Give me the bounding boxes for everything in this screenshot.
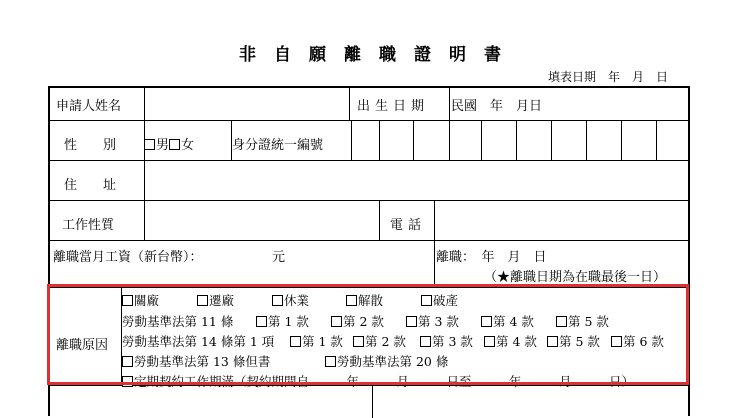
reason-fixed-term-label: 定期契約工作期滿（契約期間自 年 月 日至 年 月 日）	[134, 374, 635, 389]
leave-date-note: （★離職日期為在職最後一日）	[484, 270, 667, 285]
address-label: 住 址	[64, 178, 117, 193]
reason-dissolution-label: 解散	[358, 293, 384, 308]
art11-item-label: 第 2 款	[343, 314, 384, 329]
leave-date-label[interactable]: 離職： 年 月 日	[436, 250, 547, 265]
art11-item-label: 第 4 款	[493, 314, 534, 329]
gender-label: 性 別	[64, 138, 117, 153]
art14-item-label: 第 5 款	[559, 334, 600, 349]
art11-item-label: 第 1 款	[268, 314, 309, 329]
birth-date-label: 出生日期	[357, 99, 430, 114]
art11-item-label: 第 3 款	[418, 314, 459, 329]
job-nature-label: 工作性質	[62, 218, 115, 233]
gender-male-checkbox[interactable]	[144, 139, 155, 150]
gender-male-label: 男	[156, 138, 170, 153]
reason-art13-label: 勞動基準法第 13 條但書	[134, 354, 271, 369]
gender-female-checkbox[interactable]	[169, 139, 180, 150]
address-field[interactable]	[144, 160, 686, 198]
phone-field[interactable]	[434, 200, 686, 238]
applicant-name-label: 申請人姓名	[56, 99, 122, 114]
art14-label: 勞動基準法第 14 條第 1 項	[122, 334, 275, 349]
art14-item-label: 第 4 款	[496, 334, 537, 349]
reason-art20-label: 勞動基準法第 20 條	[337, 354, 449, 369]
reason-suspension-label: 休業	[284, 293, 310, 308]
art14-item-label: 第 2 款	[365, 334, 406, 349]
reason-label: 離職原因	[56, 338, 109, 353]
reason-closure-label: 關廠	[134, 293, 160, 308]
applicant-name-field[interactable]	[144, 88, 348, 118]
id-number-label: 身分證統一編號	[232, 138, 324, 153]
gender-options	[144, 134, 194, 153]
job-nature-field[interactable]	[144, 200, 374, 238]
art14-item-label: 第 1 款	[302, 334, 343, 349]
phone-label: 電話	[390, 218, 427, 233]
art14-item-label: 第 6 款	[623, 334, 664, 349]
document-title: 非自願離職證明書	[239, 45, 519, 65]
art11-item-label: 第 5 款	[568, 314, 609, 329]
reason-relocation-label: 遷廠	[209, 293, 235, 308]
salary-unit: 元	[272, 250, 286, 265]
fill-date: 填表日期 年 月 日	[548, 70, 669, 84]
birth-date-value[interactable]: 民國 年 月日	[451, 99, 543, 114]
reason-bankruptcy-label: 破產	[433, 293, 459, 308]
art14-item-label: 第 3 款	[432, 334, 473, 349]
highlight-frame	[47, 284, 689, 385]
id-number-field[interactable]	[350, 120, 686, 158]
art11-label: 勞動基準法第 11 條	[122, 314, 234, 329]
salary-label: 離職當月工資（新台幣）：	[53, 250, 203, 265]
gender-female-label: 女	[181, 138, 195, 153]
